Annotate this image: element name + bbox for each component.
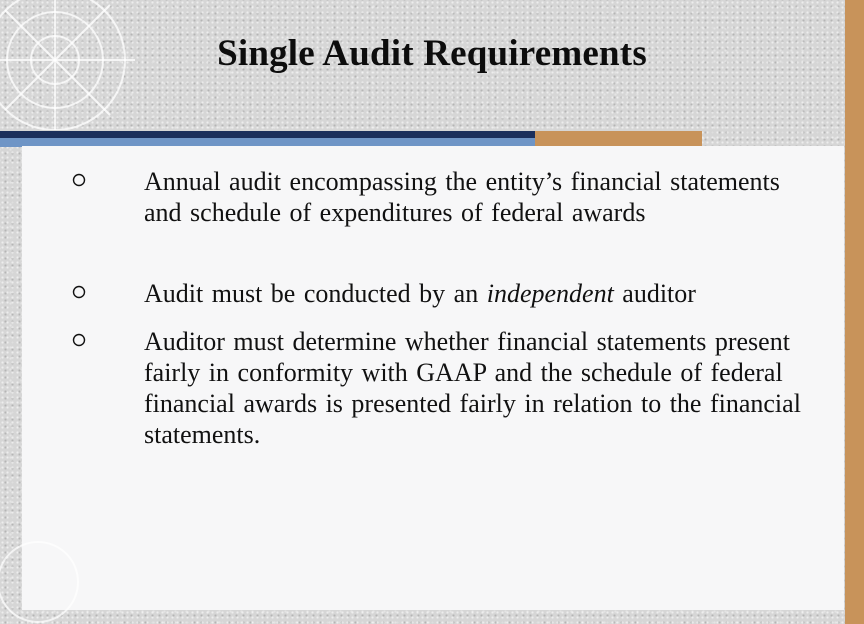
hollow-circle-bullet-icon bbox=[72, 285, 86, 299]
slide-title: Single Audit Requirements bbox=[217, 33, 647, 74]
bullet-text-emphasis: independent bbox=[486, 279, 614, 308]
hollow-circle-bullet-icon bbox=[72, 333, 86, 347]
navy-bar bbox=[0, 131, 535, 138]
title-underline-bar bbox=[0, 128, 864, 148]
hollow-circle-bullet-icon bbox=[72, 173, 86, 187]
content-panel bbox=[22, 146, 844, 610]
circle-watermark-icon bbox=[0, 530, 100, 624]
bullet-text-plain: auditor bbox=[613, 279, 696, 308]
bullet-text: Auditor must determine whether financial statements present fairly in conformity with GAAP and the schedule of federal financial awards is presented fairly in relation to the financial statements. bbox=[144, 327, 801, 449]
gold-bar bbox=[535, 131, 702, 147]
bullet-text: Annual audit encompassing the entity’s financial statements and schedule of expenditures of federal awards bbox=[144, 167, 780, 227]
bullet-text bbox=[144, 278, 824, 309]
right-accent-stripe bbox=[845, 0, 864, 624]
bullet-text-plain: Audit must be conducted by an bbox=[144, 279, 487, 308]
